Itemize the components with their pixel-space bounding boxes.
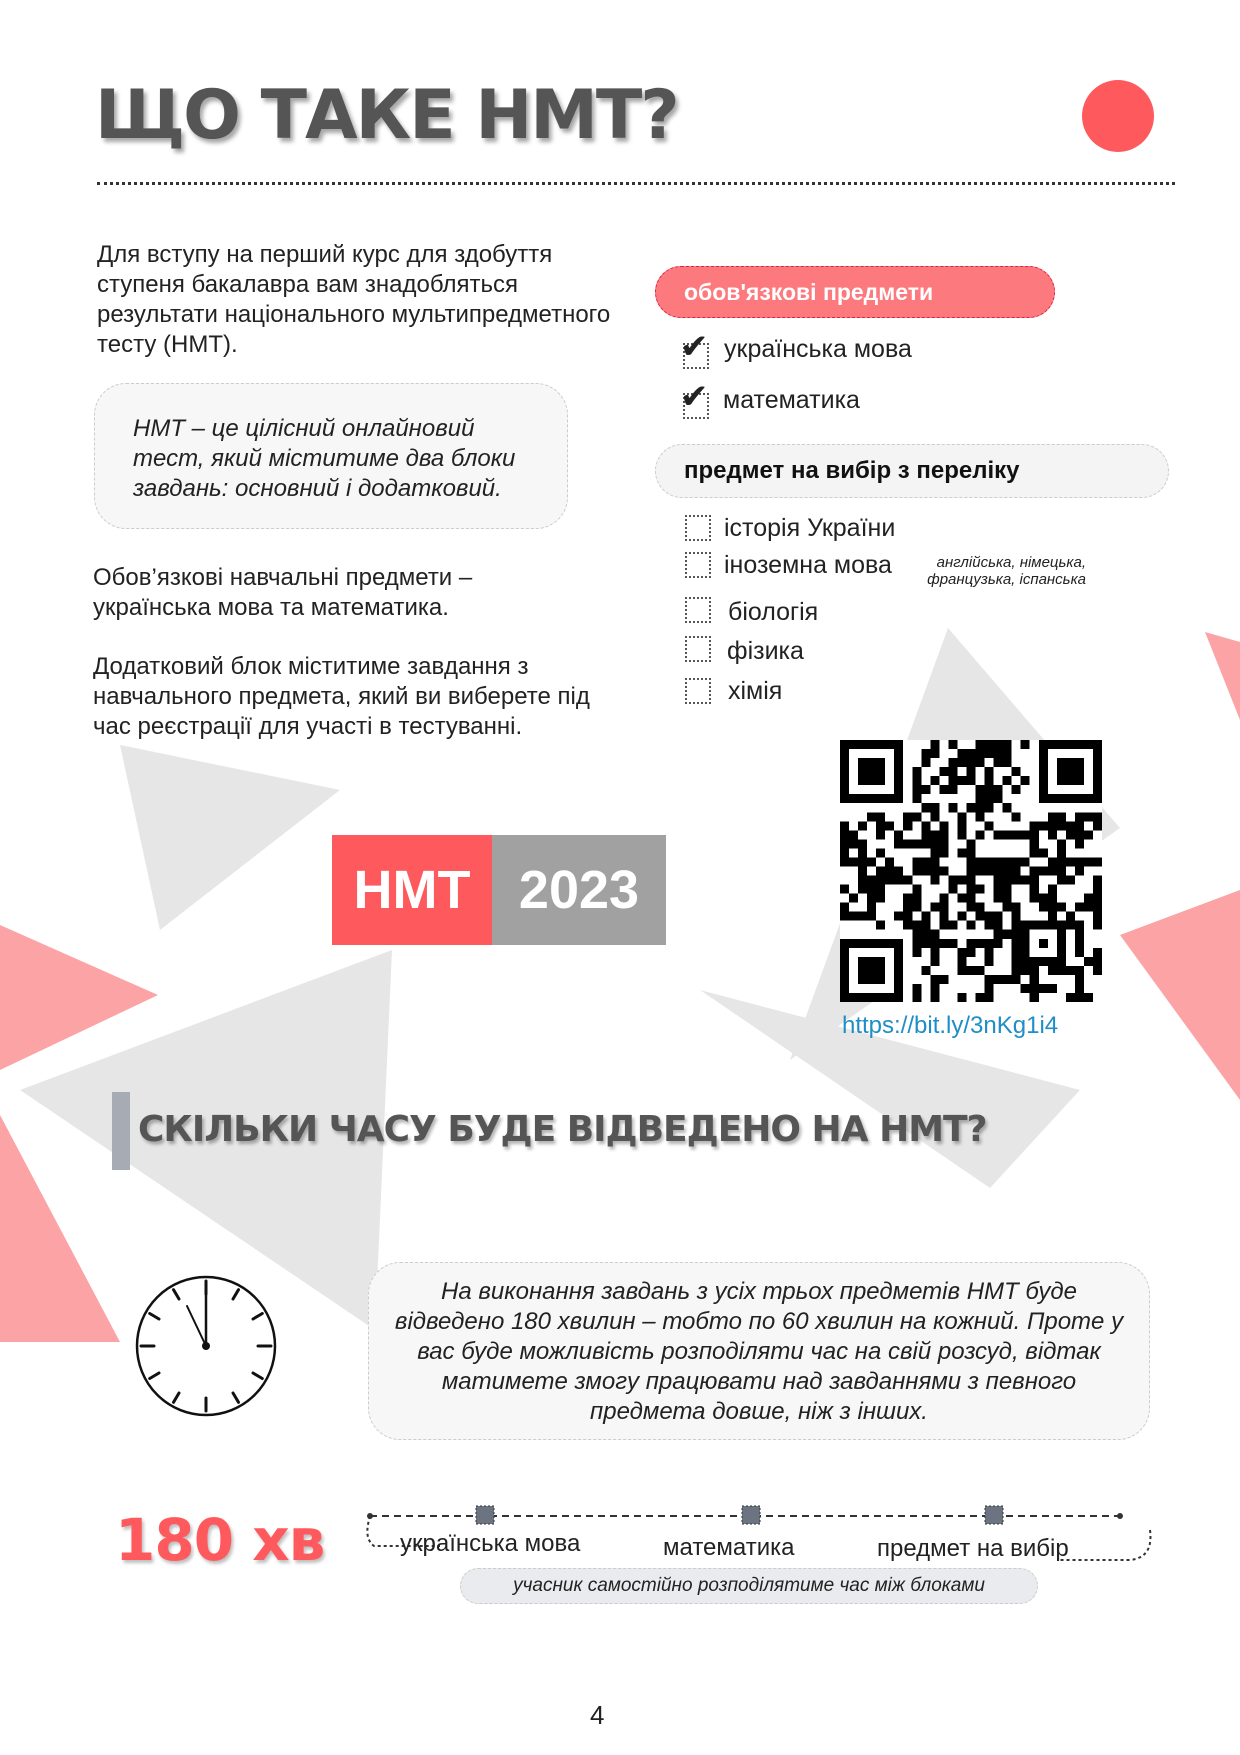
checkbox xyxy=(685,678,711,704)
elective-item: історія України xyxy=(724,514,896,542)
elective-subjects-header: предмет на вибір з переліку xyxy=(655,444,1169,498)
mandatory-item: українська мова xyxy=(724,335,912,363)
checkmark-icon: ✔ xyxy=(680,327,709,367)
section-title: СКІЛЬКИ ЧАСУ БУДЕ ВІДВЕДЕНО НА НМТ? xyxy=(138,1109,987,1150)
elective-item: фізика xyxy=(727,637,804,665)
languages-note-line: англійська, німецька, xyxy=(936,554,1086,571)
pink-triangle xyxy=(1205,632,1240,720)
checkbox xyxy=(685,636,711,662)
timeline-block-label: українська мова xyxy=(400,1530,581,1557)
grey-triangle xyxy=(120,745,340,930)
nmt-badge-year: 2023 xyxy=(492,835,666,945)
total-time: 180 хв xyxy=(115,1506,325,1574)
qr-link[interactable]: https://bit.ly/3nKg1i4 xyxy=(842,1012,1059,1039)
checkmark-icon: ✔ xyxy=(680,377,709,417)
divider xyxy=(97,182,1175,185)
definition-callout: НМТ – це цілісний онлайновий тест, який міститиме два блоки завдань: основний і додатковий. xyxy=(94,383,568,529)
mandatory-item: математика xyxy=(723,386,860,414)
timeline-block-label: математика xyxy=(663,1534,795,1561)
checkbox xyxy=(685,515,711,541)
checkbox xyxy=(685,597,711,623)
section-marker xyxy=(112,1092,130,1170)
time-description: На виконання завдань з усіх трьох предметів НМТ буде відведено 180 хвилин – тобто по 60 хвилин на кожний. Проте у вас буде можливість розподіляти час на свій розсуд, відтак матимете змогу працювати над завданнями з певного предмета довше, ніж з інших. xyxy=(368,1262,1150,1440)
nmt-badge-label: НМТ xyxy=(332,835,492,945)
pink-triangle xyxy=(0,1115,120,1342)
elective-item: хімія xyxy=(728,677,783,705)
qr-code[interactable] xyxy=(840,740,1102,1002)
clock-icon xyxy=(132,1272,280,1420)
intro-paragraph: Для вступу на перший курс для здобуття ступеня бакалавра вам знадобляться результати національного мультипредметного тесту (НМТ). xyxy=(97,241,611,358)
red-circle-icon xyxy=(1082,80,1154,152)
page-number: 4 xyxy=(590,1700,605,1730)
elective-item: іноземна мова xyxy=(724,551,892,579)
languages-note xyxy=(880,554,1086,588)
timeline-block-label: предмет на вибір xyxy=(877,1535,1069,1562)
elective-item: біологія xyxy=(728,598,819,626)
pink-triangle xyxy=(1120,890,1240,1100)
mandatory-subjects-header: обов'язкові предмети xyxy=(655,266,1055,318)
mandatory-subjects-paragraph: Обов’язкові навчальні предмети – українська мова та математика. xyxy=(93,564,473,621)
languages-note-line: французька, іспанська xyxy=(927,571,1086,588)
checkbox xyxy=(685,552,711,578)
page-title: ЩО ТАКЕ НМТ? xyxy=(95,76,678,155)
additional-block-paragraph: Додатковий блок міститиме завдання з навчального предмета, який ви виберете під час реєстрації для участі в тестуванні. xyxy=(93,653,590,740)
timeline-note: учасник самостійно розподілятиме час між блоками xyxy=(460,1568,1038,1604)
